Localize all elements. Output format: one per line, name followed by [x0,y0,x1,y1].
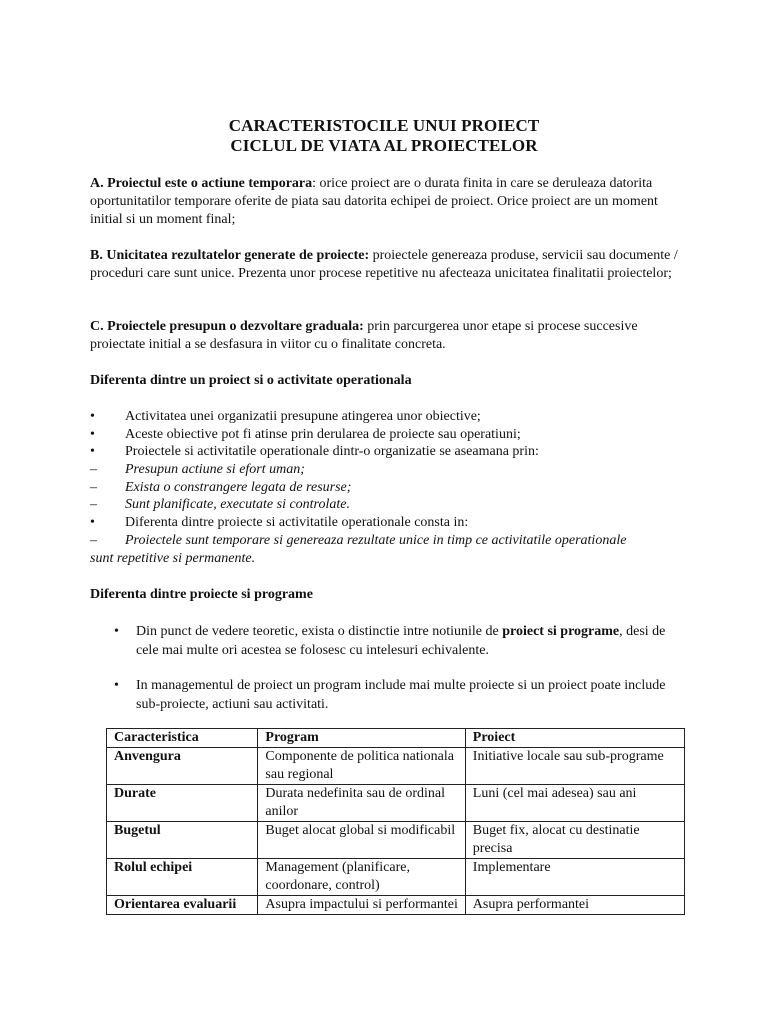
table-cell-proiect: Buget fix, alocat cu destinatie precisa [465,822,684,859]
list-item-text: Exista o constrangere legata de resurse; [125,480,352,495]
dash-mark: – [90,497,97,512]
table-row [107,822,685,859]
section-a [90,175,680,229]
table-row [107,896,685,915]
table-cell-characteristic: Durate [107,785,258,822]
bullet-mark: • [114,678,119,693]
table-cell-program: Componente de politica nationala sau regional [258,748,465,785]
section-a-text: : orice proiect are o durata finita in care se deruleaza datorita oportunitatilor temporare oferite de piata sau datorita echipei de proiect. Orice proiect are un moment initial si un moment final; [90,176,658,227]
table-header-cell: Caracteristica [107,729,258,748]
table-cell-program: Buget alocat global si modificabil [258,822,465,859]
table-row [107,748,685,785]
bullet-mark: • [90,444,95,459]
section-b [90,247,680,283]
heading-proiect-vs-activitate: Diferenta dintre un proiect si o activitate operationala [90,373,412,388]
list-item-text: Sunt planificate, executate si controlate. [125,497,350,512]
comparison-table [106,728,685,915]
list-item-text-part: Din punct de vedere teoretic, exista o distinctie intre notiunile de [136,624,503,639]
table-row [107,859,685,896]
dash-mark: – [90,533,97,548]
list-item-text [136,622,676,660]
list-item-text: Diferenta dintre proiecte si activitatile operationale consta in: [125,515,469,530]
table-cell-characteristic: Orientarea evaluarii [107,896,258,915]
list-item [90,532,680,568]
dash-mark: – [90,480,97,495]
table-header-row [107,729,685,748]
table-cell-proiect: Luni (cel mai adesea) sau ani [465,785,684,822]
bullet-mark: • [90,409,95,424]
list-item-text: Presupun actiune si efort uman; [125,462,305,477]
dash-mark: – [90,462,97,477]
table-cell-characteristic: Anvengura [107,748,258,785]
table-cell-proiect: Initiative locale sau sub-programe [465,748,684,785]
table-cell-proiect: Implementare [465,859,684,896]
list-item-text-part: , desi de cele mai multe ori acestea se folosesc cu intelesuri echivalente. [136,624,666,658]
list-item-text-bold: proiect si programe [502,624,620,639]
table-row [107,785,685,822]
document-title: CARACTERISTOCILE UNUI PROIECT [228,116,540,135]
section-a-heading: A. Proiectul este o actiune temporara [90,176,313,191]
section-c [90,318,680,354]
list-item-text: Proiectele sunt temporare si genereaza rezultate unice in timp ce activitatile operationale sunt repetitive si permanente. [90,533,627,566]
list-item-text: In managementul de proiect un program include mai multe proiecte si un proiect poate include sub-proiecte, actiuni sau activitati. [136,678,666,712]
section-b-text: proiectele genereaza produse, servicii sau documente / proceduri care sunt unice. Prezenta unor procese repetitive nu afecteaza unicitatea finalitatii proiectelor; [90,248,678,281]
bullet-mark: • [90,515,95,530]
table-cell-characteristic: Bugetul [107,822,258,859]
list-item-text: Proiectele si activitatile operationale dintr-o organizatie se aseamana prin: [125,444,539,459]
table-cell-program: Asupra impactului si performantei [258,896,465,915]
table-cell-characteristic: Rolul echipei [107,859,258,896]
list-item-text: Aceste obiective pot fi atinse prin derularea de proiecte sau operatiuni; [125,427,521,442]
section-c-text: prin parcurgerea unor etape si procese succesive proiectate initial a se desfasura in viitor cu o finalitate concreta. [90,319,638,352]
section-b-heading: B. Unicitatea rezultatelor generate de proiecte: [90,248,370,263]
bullet-mark: • [90,427,95,442]
table-header-cell: Program [258,729,465,748]
list-item-text: Activitatea unei organizatii presupune atingerea unor obiective; [125,409,481,424]
table-cell-program: Durata nedefinita sau de ordinal anilor [258,785,465,822]
table-header-cell: Proiect [465,729,684,748]
heading-proiecte-vs-programe: Diferenta dintre proiecte si programe [90,587,313,602]
table-cell-program: Management (planificare, coordonare, control) [258,859,465,896]
section-c-heading: C. Proiectele presupun o dezvoltare graduala: [90,319,364,334]
bullet-mark: • [114,624,119,639]
table-cell-proiect: Asupra performantei [465,896,684,915]
document-subtitle: CICLUL DE VIATA AL PROIECTELOR [230,136,538,155]
